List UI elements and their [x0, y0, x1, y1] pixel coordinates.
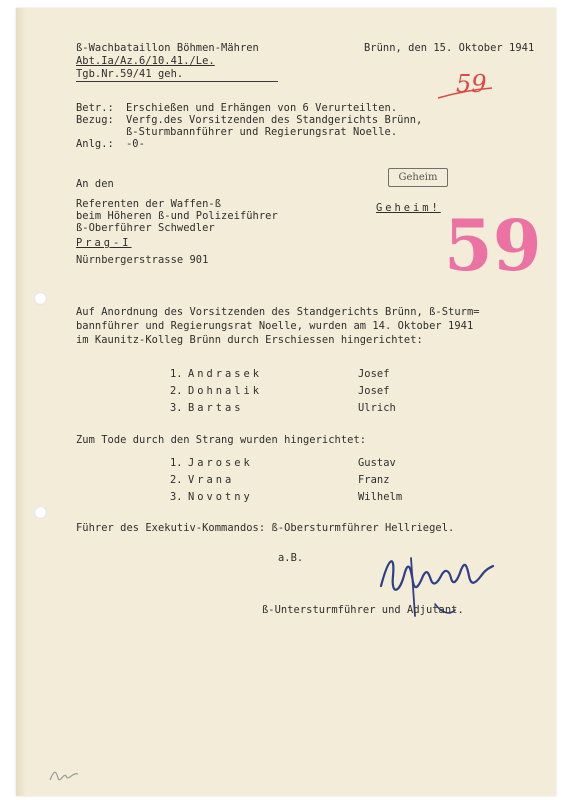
hanged-firstname: Wilhelm	[358, 491, 403, 503]
hanged-firstname: Gustav	[358, 457, 396, 469]
shot-surname: Bartas	[188, 402, 244, 414]
shot-number: 3.	[170, 402, 183, 414]
stamped-number: 59	[444, 204, 542, 287]
shot-firstname: Josef	[358, 368, 390, 380]
hanged-number: 1.	[170, 457, 183, 469]
recipient-an-den: An den	[76, 178, 114, 190]
header-place-date: Brünn, den 15. Oktober 1941	[364, 42, 535, 54]
punch-hole-top	[34, 292, 47, 305]
header-reference-tgb: Tgb.Nr.59/41 geh.	[76, 68, 184, 80]
punch-hole-bottom	[34, 506, 47, 519]
hanged-surname: Jarosek	[188, 457, 253, 469]
shot-firstname: Ulrich	[358, 402, 396, 414]
hanged-number: 2.	[170, 474, 183, 486]
bezug-line-1: Verfg.des Vorsitzenden des Standgerichts Brünn,	[126, 114, 423, 126]
shot-surname: Andrasek	[188, 368, 263, 380]
red-underline-stroke	[436, 86, 496, 102]
recipient-city: Prag-I	[76, 237, 132, 249]
hanged-surname: Vrana	[188, 474, 235, 486]
anlg-label: Anlg.:	[76, 138, 114, 150]
pencil-mark	[46, 764, 82, 786]
document-page	[16, 8, 556, 796]
betr-label: Betr.:	[76, 102, 114, 114]
betr-text: Erschießen und Erhängen von 6 Verurteilten.	[126, 102, 398, 114]
recipient-line-3: ß-Oberführer Schwedler	[76, 222, 215, 234]
header-unit: ß-Wachbataillon Böhmen-Mähren	[76, 42, 259, 54]
body-para-line-3: im Kaunitz-Kolleg Brünn durch Erschiessen hingerichtet:	[76, 334, 423, 346]
closing-ab: a.B.	[278, 552, 304, 564]
shot-number: 2.	[170, 385, 183, 397]
shot-number: 1.	[170, 368, 183, 380]
header-rule	[76, 81, 278, 82]
bezug-line-2: ß-Sturmbannführer und Regierungsrat Noelle.	[126, 126, 398, 138]
bezug-label: Bezug:	[76, 114, 114, 126]
body-para-line-2: bannführer und Regierungsrat Noelle, wurden am 14. Oktober 1941	[76, 320, 474, 332]
header-reference-abt: Abt.Ia/Az.6/10.41./Le.	[76, 55, 215, 67]
signature-rank: ß-Untersturmführer und Adjutant.	[262, 604, 464, 616]
anlg-text: -0-	[126, 138, 145, 150]
hanged-intro: Zum Tode durch den Strang wurden hingerichtet:	[76, 434, 367, 446]
hanged-number: 3.	[170, 491, 183, 503]
recipient-line-2: beim Höheren ß-und Polizeiführer	[76, 210, 278, 222]
body-para-line-1: Auf Anordnung des Vorsitzenden des Standgerichts Brünn, ß-Sturm=	[76, 306, 480, 318]
hanged-surname: Novotny	[188, 491, 253, 503]
handwritten-page-number: 59	[456, 70, 487, 98]
commander-line: Führer des Exekutiv-Kommandos: ß-Obersturmführer Hellriegel.	[76, 522, 455, 534]
geheim-typed: Geheim!	[376, 202, 441, 214]
recipient-street: Nürnbergerstrasse 901	[76, 254, 209, 266]
shot-firstname: Josef	[358, 385, 390, 397]
shot-surname: Dohnalik	[188, 385, 263, 397]
geheim-box-stamp: Geheim	[388, 168, 448, 187]
recipient-line-1: Referenten der Waffen-ß	[76, 198, 222, 210]
hanged-firstname: Franz	[358, 474, 390, 486]
